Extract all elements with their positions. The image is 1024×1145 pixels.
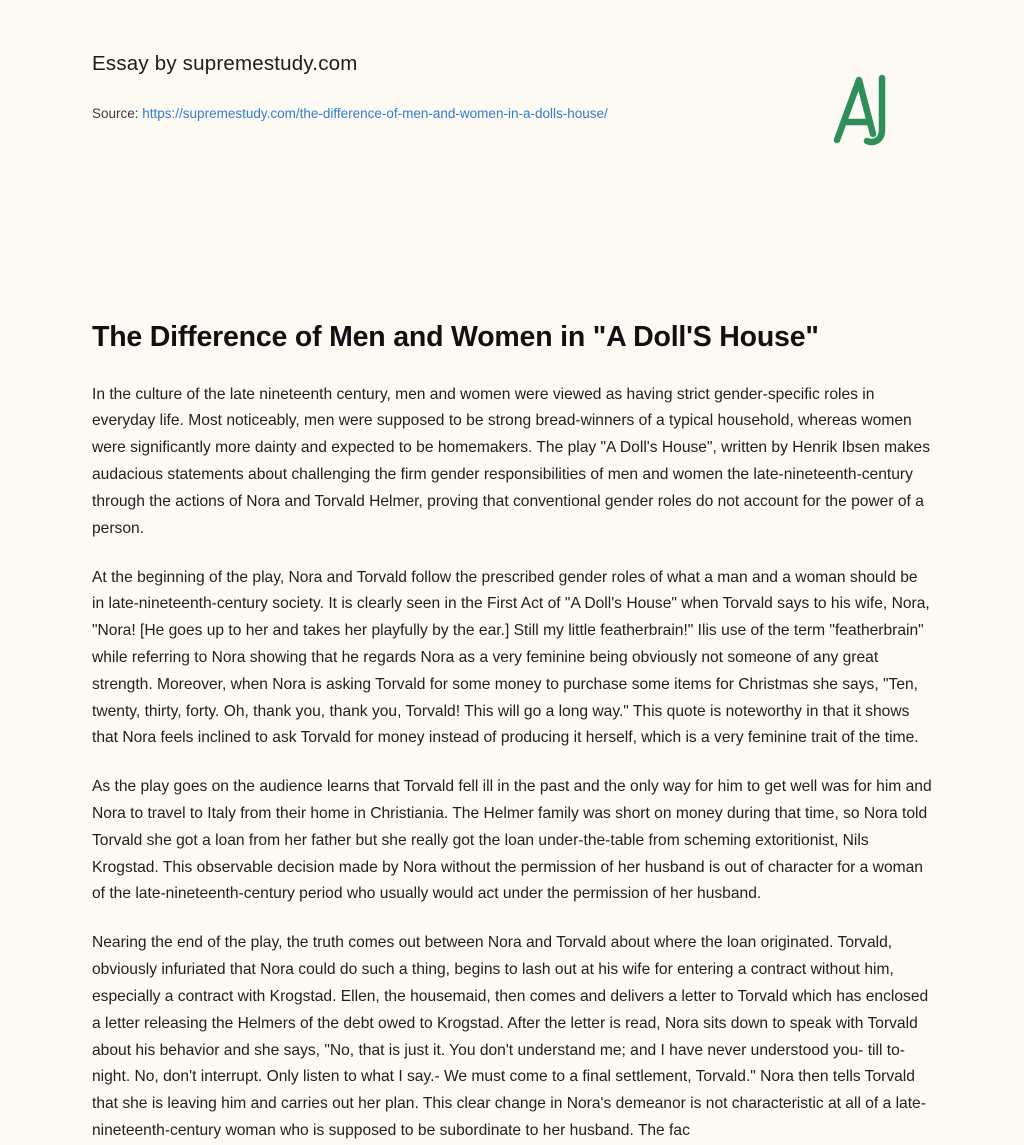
document-header [92, 52, 932, 172]
paragraph: In the culture of the late nineteenth century, men and women were viewed as having strict gender-specific roles in everyday life. Most noticeably, men were supposed to be strong bread-winners of a typical household, whereas women were significantly more dainty and expected to be homemakers. The play "A Doll's House", written by Henrik Ibsen makes audacious statements about challenging the firm gender responsibilities of men and women the late-nineteenth-century through the actions of Nora and Torvald Helmer, proving that conventional gender roles do not account for the power of a person. [92, 385, 931, 537]
paragraph: Nearing the end of the play, the truth comes out between Nora and Torvald about where the loan originated. Torvald, obviously infuriated that Nora could do such a thing, begins to lash out at his wife for entering a contract without him, especially a contract with Krogstad. Ellen, the housemaid, then comes and delivers a letter to Torvald which has enclosed a letter releasing the Helmers of the debt owed to Krogstad. After the letter is read, Nora sits down to speak with Torvald about his behavior and she says, "No, that is just it. You don't understand me; and I have never understood you- till to-night. No, don't interrupt. Only listen to what I say.- We must come to a final settlement, Torvald." Nora then tells Torvald that she is leaving him and carries out her plan. This clear change in Nora's demeanor is not characteristic at all of a late-nineteenth-century woman who is supposed to be subordinate to her husband. The fac [92, 934, 929, 1139]
supremestudy-logo-icon [810, 56, 914, 160]
source-url-link[interactable]: https://supremestudy.com/the-difference-of-men-and-women-in-a-dolls-house/ [142, 106, 608, 121]
byline [92, 52, 932, 76]
essay-body [92, 382, 932, 1145]
page-title: The Difference of Men and Women in "A Doll'S House" [92, 321, 819, 353]
paragraph: As the play goes on the audience learns that Torvald fell ill in the past and the only way for him to get well was for him and Nora to travel to Italy from their home in Christiania. The Helmer family was short on money during that time, so Nora told Torvald she got a loan from her father but she really got the loan under-the-table from scheming extoritionist, Nils Krogstad. This observable decision made by Nora without the permission of her husband is out of character for a woman of the late-nineteenth-century period who usually would act under the permission of her husband. [92, 778, 932, 903]
source-line [92, 106, 932, 121]
byline-prefix: Essay by [92, 52, 183, 75]
byline-brand: supremestudy.com [182, 52, 358, 75]
paragraph: At the beginning of the play, Nora and Torvald follow the prescribed gender roles of what a man and a woman should be in late-nineteenth-century society. It is clearly seen in the First Act of "A Doll's House" when Torvald says to his wife, Nora, "Nora! [He goes up to her and takes her playfully by the ear.] Still my little featherbrain!" Ilis use of the term "featherbrain" while referring to Nora showing that he regards Nora as a very feminine being obviously not someone of any great strength. Moreover, when Nora is asking Torvald for some money to purchase some items for Christmas she says, "Ten, twenty, thirty, forty. Oh, thank you, thank you, Torvald! This will go a long way." This quote is noteworthy in that it shows that Nora feels inclined to ask Torvald for money instead of producing it herself, which is a very feminine trait of the time. [92, 568, 930, 747]
source-label: Source: [92, 106, 143, 121]
